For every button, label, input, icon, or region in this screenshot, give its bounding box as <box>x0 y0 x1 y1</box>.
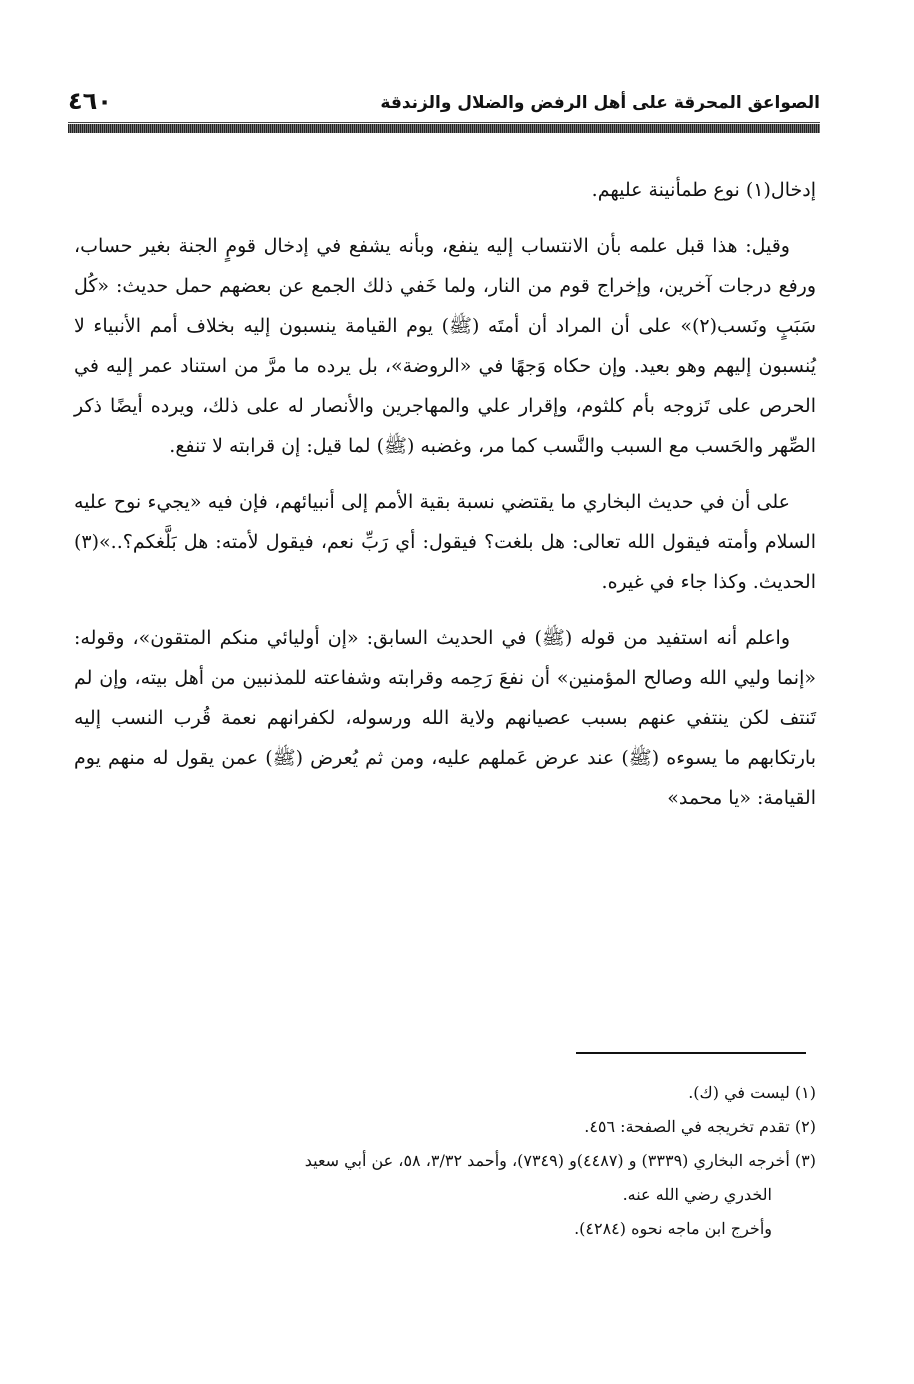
footnote-3: (٣) أخرجه البخاري (٣٣٣٩) و (٤٤٨٧)و (٧٣٤٩)، وأحمد ٣/٣٢، ٥٨، عن أبي سعيد <box>304 1151 816 1170</box>
main-text <box>74 170 816 834</box>
page-number: ٤٦٠ <box>68 87 112 115</box>
paragraph: إدخال(١) نوع طمأنينة عليهم. <box>591 179 816 201</box>
running-title: الصواعق المحرقة على أهل الرفض والضلال والزندقة <box>380 93 820 113</box>
footnote-1: (١) ليست في (ك). <box>688 1083 816 1102</box>
paragraph: على أن في حديث البخاري ما يقتضي نسبة بقية الأمم إلى أنبيائهم، فإن فيه «يجيء نوح عليه السلام وأمته فيقول الله تعالى: هل بلغت؟ فيقول: أي رَبِّ نعم، فيقول لأمته: هل بَلَّغكم؟..»(٣) الحديث. وكذا جاء في غيره. <box>74 491 816 593</box>
paragraph: وقيل: هذا قبل علمه بأن الانتساب إليه ينفع، وبأنه يشفع في إدخال قومٍ الجنة بغير حساب، ورفع درجات آخرين، وإخراج قوم من النار، ولما خَفي ذلك الجمع عن بعضهم حمل حديث: «كُل سَبَبٍ ونَسب(٢)» على أن المراد أن أمتَه (ﷺ) يوم القيامة ينسبون إليه بخلاف أمم الأنبياء لا يُنسبون إليهم وهو بعيد. وإن حكاه وَجهًا في «الروضة»، بل يرده ما مرَّ من استناد عمر إليه في الحرص على تَزوجه بأم كلثوم، وإقرار علي والمهاجرين والأنصار له على ذلك، ويرده أيضًا ذكر الصِّهر والحَسب مع السبب والنَّسب كما مر، وغضبه (ﷺ) لما قيل: إن قرابته لا تنفع. <box>74 235 816 457</box>
footnote-3-addendum: وأخرج ابن ماجه نحوه (٤٢٨٤). <box>574 1219 772 1238</box>
footnote-3-continuation: الخدري رضي الله عنه. <box>622 1185 772 1204</box>
paragraph: واعلم أنه استفيد من قوله (ﷺ) في الحديث السابق: «إن أوليائي منكم المتقون»، وقوله: «إنما وليي الله وصالح المؤمنين» أن نفعَ رَحِمه وقرابته وشفاعته للمذنبين من أهل بيته، وإن لم تَنتف لكن ينتفي عنهم بسبب عصيانهم ولاية الله ورسوله، لكفرانهم نعمة قُرب النسب إليه بارتكابهم ما يسوءه (ﷺ) عند عرض عَملهم عليه، ومن ثم يُعرض (ﷺ) عمن يقول له منهم يوم القيامة: «يا محمد» <box>74 627 816 809</box>
footnotes <box>74 1076 816 1246</box>
page-header <box>68 84 820 114</box>
header-rule-line <box>68 122 820 123</box>
footnote-2: (٢) تقدم تخريجه في الصفحة: ٤٥٦. <box>584 1117 816 1136</box>
header-rule <box>68 124 820 133</box>
footnote-separator <box>576 1052 806 1054</box>
